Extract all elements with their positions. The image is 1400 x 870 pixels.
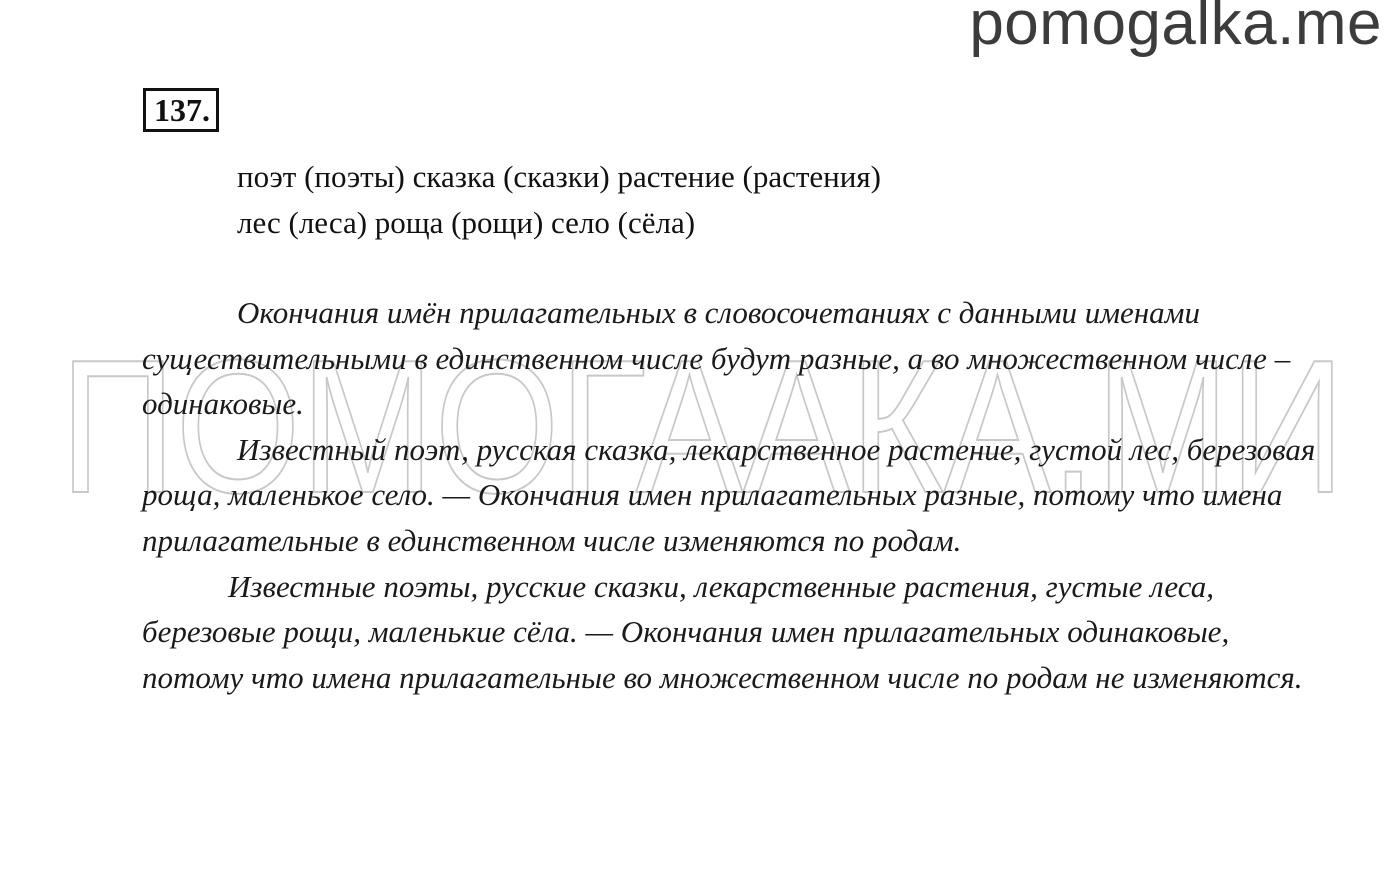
answer-paragraph: Известные поэты, русские сказки, лекарственные растения, густые леса, березовые рощи, маленькие сёла. — Окончания имен прилагательных одинаковые, потому что имена прилагательные во множественном числе по родам не изменяются. bbox=[142, 568, 1303, 695]
word-pairs bbox=[237, 154, 881, 246]
site-brand[interactable]: pomogalka.me bbox=[969, 0, 1382, 58]
watermark-text: ПОМОГААКА.МИ bbox=[60, 332, 1345, 532]
answer-text bbox=[142, 290, 1322, 700]
answer-paragraph: Окончания имён прилагательных в словосочетаниях с данными именами существительными в единственном числе будут разные, а во множественном числе – одинаковые. bbox=[142, 295, 1291, 422]
word-pairs-line: поэт (поэты) сказка (сказки) растение (растения) bbox=[237, 159, 881, 194]
word-pairs-line: лес (леса) роща (рощи) село (сёла) bbox=[237, 205, 696, 240]
answer-paragraph: Известный поэт, русская сказка, лекарственное растение, густой лес, березовая роща, маленькое село. — Окончания имен прилагательных разные, потому что имена прилагательные в единственном числе изменяются по родам. bbox=[142, 431, 1316, 558]
exercise-number: 137. bbox=[143, 88, 219, 132]
